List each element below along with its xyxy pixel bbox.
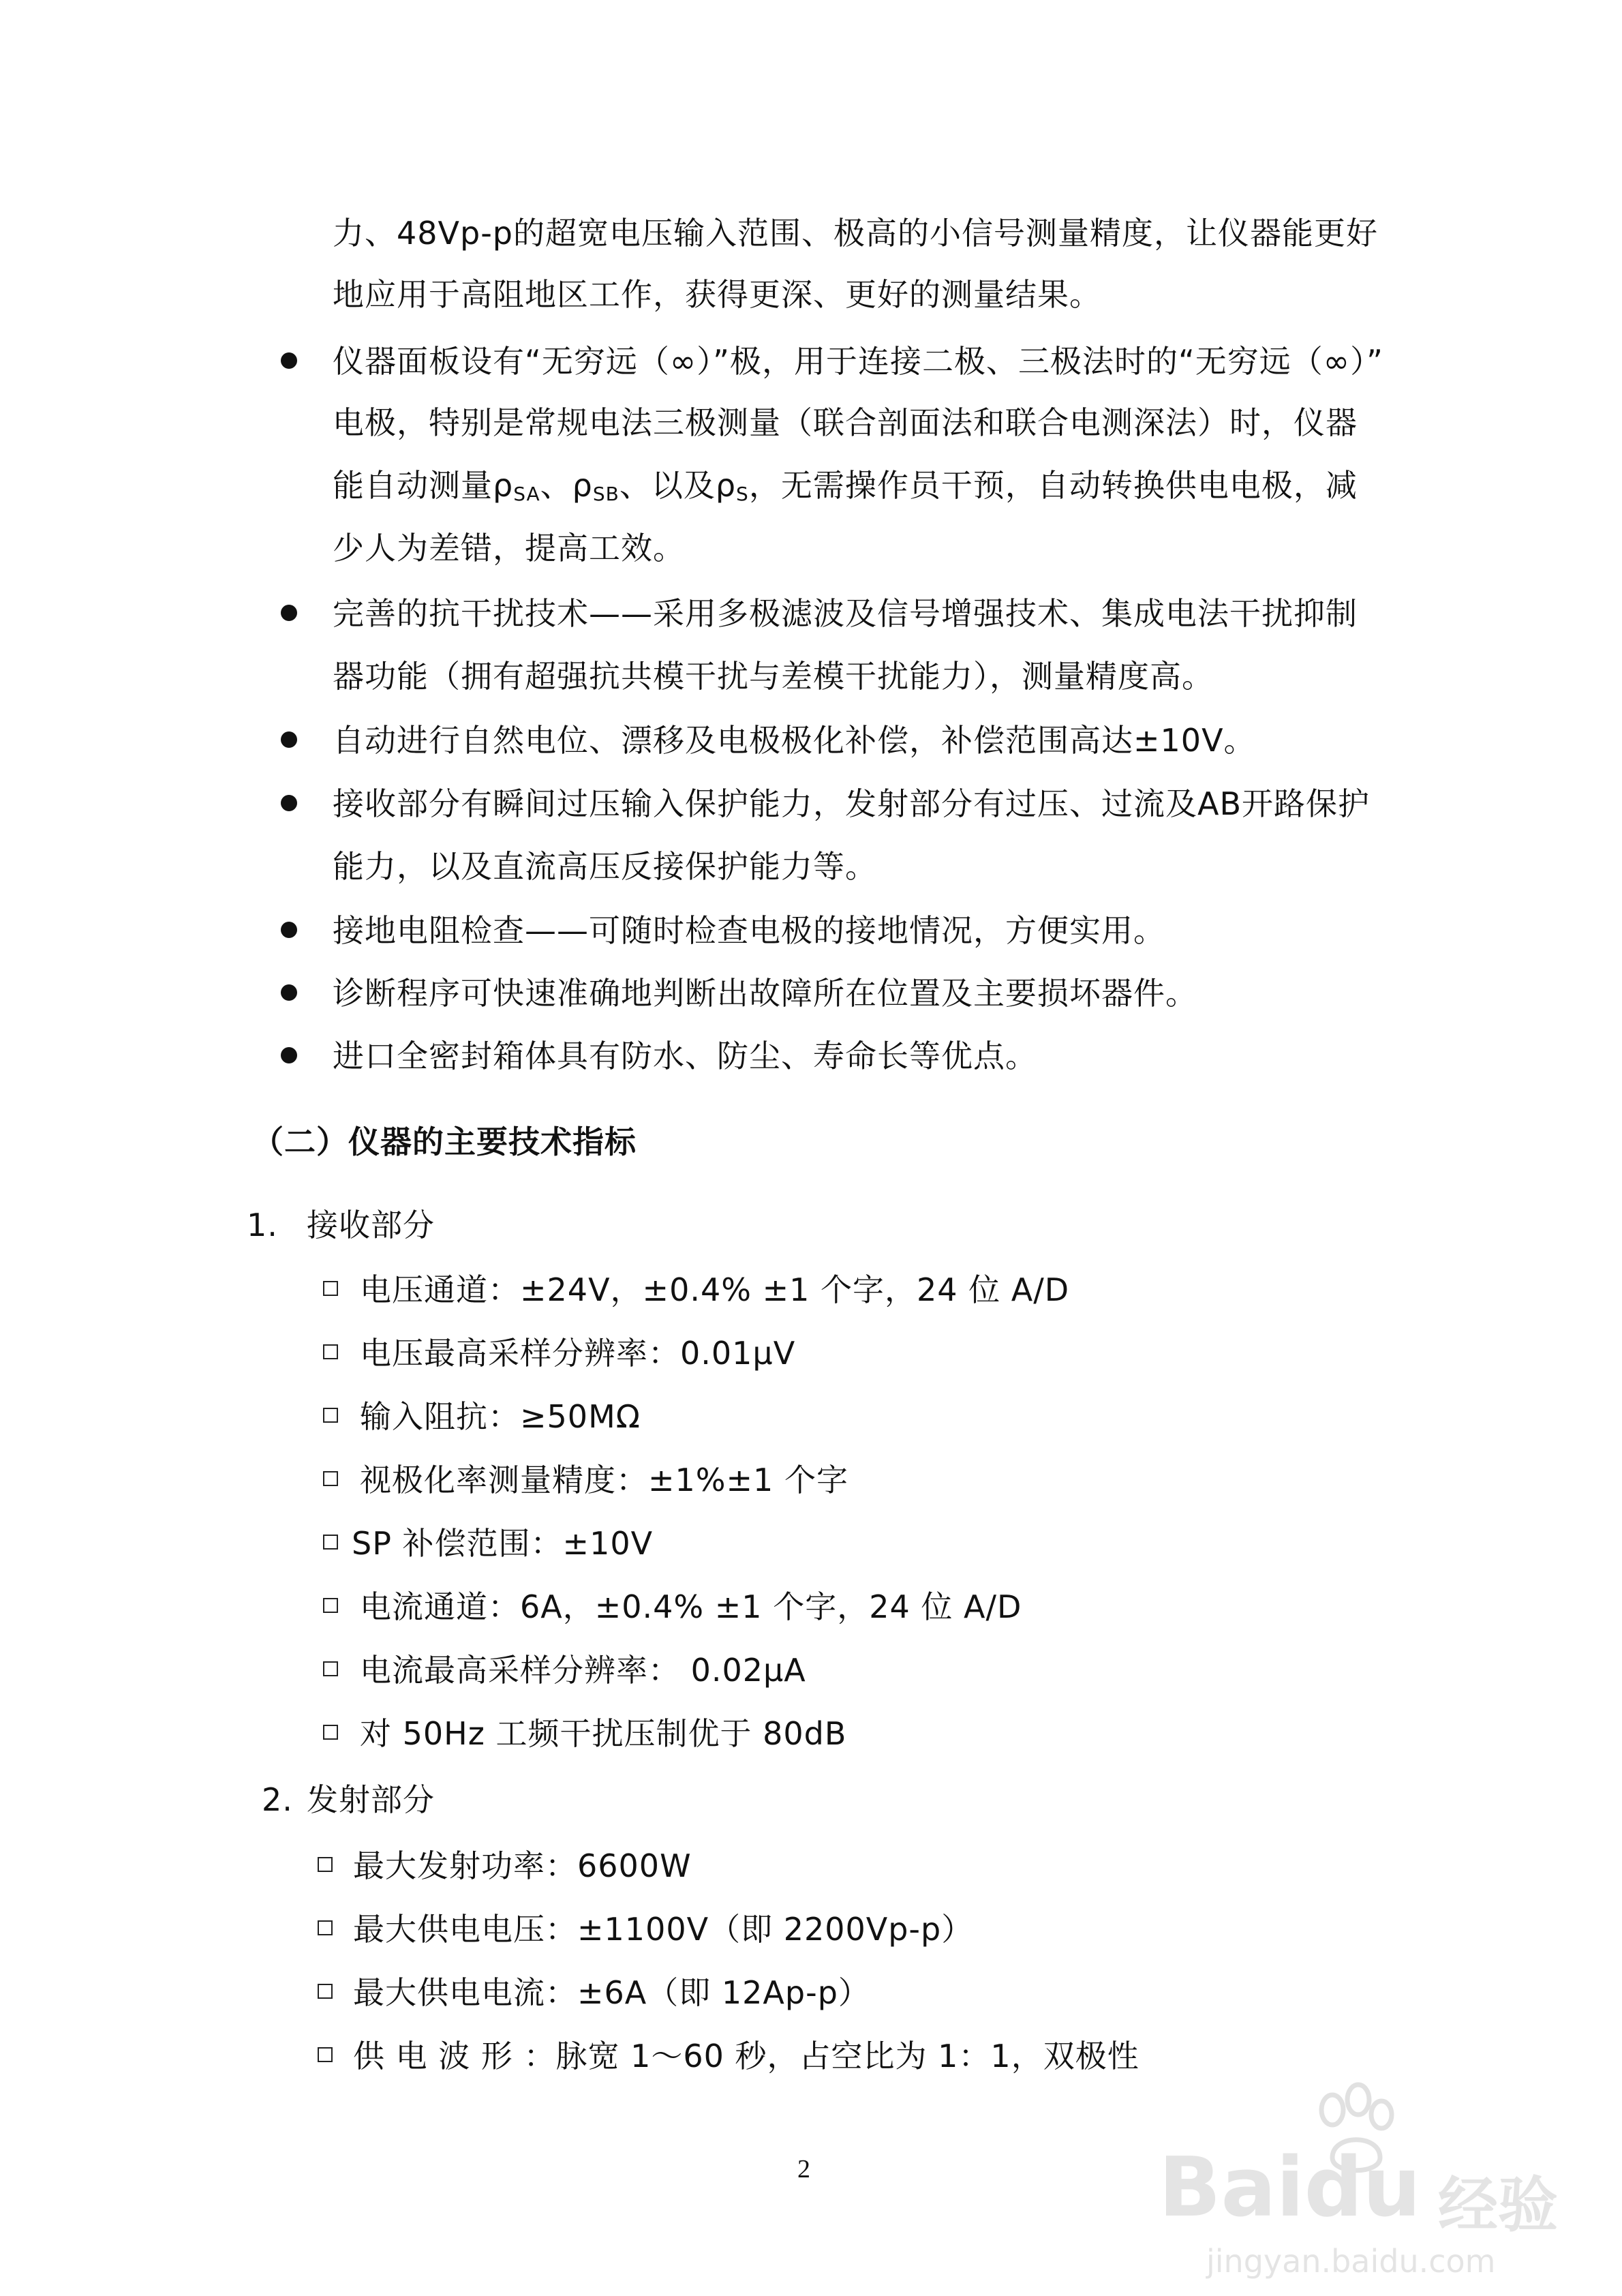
- spec-item: 最大供电电压：±1100V（即 2200Vp-p）: [353, 1911, 974, 1948]
- bullet-icon: [281, 731, 297, 748]
- bullet-icon: [281, 352, 297, 369]
- bullet-text: 进口全密封箱体具有防水、防尘、寿命长等优点。: [333, 1038, 1037, 1074]
- bullet-text: 电极，特别是常规电法三极测量（联合剖面法和联合电测深法）时，仪器: [333, 404, 1358, 441]
- bullet-text: 完善的抗干扰技术——采用多极滤波及信号增强技术、集成电法干扰抑制: [333, 595, 1358, 632]
- checkbox-square-icon: [318, 1857, 333, 1872]
- watermark-brand: Baidu: [1159, 2141, 1421, 2235]
- checkbox-square-icon: [323, 1408, 338, 1423]
- checkbox-square-icon: [323, 1535, 338, 1550]
- checkbox-square-icon: [318, 1984, 333, 1999]
- spec-item: 输入阻抗：≥50MΩ: [360, 1398, 641, 1435]
- rho-subscript-s: S: [736, 483, 749, 505]
- checkbox-square-icon: [323, 1344, 338, 1359]
- text-line: 地应用于高阻地区工作，获得更深、更好的测量结果。: [333, 276, 1101, 313]
- spec-item: 电压通道：±24V，±0.4% ±1 个字，24 位 A/D: [360, 1271, 1070, 1308]
- bullet-icon: [281, 922, 297, 938]
- list-number: 1.: [247, 1207, 278, 1243]
- bullet-text: 少人为差错，提高工效。: [333, 530, 685, 567]
- bullet-text: 自动进行自然电位、漂移及电极极化补偿，补偿范围高达±10V。: [333, 722, 1256, 759]
- bullet-icon: [281, 984, 297, 1001]
- rho-subscript-sb: SB: [592, 483, 619, 505]
- checkbox-square-icon: [323, 1471, 338, 1486]
- bullet-text: 接收部分有瞬间过压输入保护能力，发射部分有过压、过流及AB开路保护: [333, 785, 1371, 822]
- rho-text-sep: 、以及ρ: [619, 467, 737, 504]
- spec-item: 最大发射功率：6600W: [353, 1847, 692, 1884]
- spec-item: 电压最高采样分辨率：0.01μV: [360, 1335, 796, 1372]
- rho-text-pre: 能自动测量ρ: [333, 467, 514, 504]
- bullet-text: 诊断程序可快速准确地判断出故障所在位置及主要损坏器件。: [333, 975, 1197, 1012]
- checkbox-square-icon: [323, 1725, 338, 1740]
- spec-item: 供 电 波 形 ：脉宽 1～60 秒，占空比为 1：1，双极性: [353, 2038, 1139, 2074]
- rho-text-sep: 、ρ: [540, 467, 593, 504]
- watermark-suffix: 经验: [1438, 2170, 1559, 2240]
- spec-item: 电流最高采样分辨率： 0.02μA: [360, 1652, 806, 1689]
- spec-item: 视极化率测量精度：±1%±1 个字: [360, 1462, 848, 1498]
- bullet-text-rho: [333, 465, 1358, 506]
- checkbox-square-icon: [323, 1661, 338, 1676]
- spec-item: 电流通道：6A，±0.4% ±1 个字，24 位 A/D: [360, 1588, 1022, 1625]
- spec-item: 最大供电电流：±6A（即 12Ap-p）: [353, 1974, 870, 2011]
- watermark-url: jingyan.baidu.com: [1206, 2243, 1496, 2280]
- baidu-watermark: [1145, 2079, 1595, 2284]
- section-heading: （二）仪器的主要技术指标: [252, 1123, 637, 1160]
- checkbox-square-icon: [318, 1920, 333, 1935]
- text-line: 力、48Vp-p的超宽电压输入范围、极高的小信号测量精度，让仪器能更好: [333, 215, 1378, 252]
- bullet-icon: [281, 1047, 297, 1063]
- checkbox-square-icon: [323, 1281, 338, 1296]
- list-number: 2.: [262, 1781, 293, 1818]
- rho-subscript-sa: SA: [513, 483, 540, 505]
- bullet-text: 接地电阻检查——可随时检查电极的接地情况，方便实用。: [333, 912, 1165, 949]
- checkbox-square-icon: [323, 1598, 338, 1613]
- spec-item: 对 50Hz 工频干扰压制优于 80dB: [360, 1715, 847, 1752]
- bullet-icon: [281, 605, 297, 621]
- page-number: 2: [797, 2155, 810, 2184]
- bullet-icon: [281, 795, 297, 811]
- subsection-title: 发射部分: [307, 1781, 435, 1818]
- bullet-text: 仪器面板设有“无穷远（∞）”极，用于连接二极、三极法时的“无穷远（∞）”: [333, 343, 1383, 380]
- checkbox-square-icon: [318, 2047, 333, 2062]
- subsection-title: 接收部分: [307, 1207, 435, 1243]
- bullet-text: 器功能（拥有超强抗共模干扰与差模干扰能力），测量精度高。: [333, 658, 1214, 695]
- rho-text-post: ，无需操作员干预，自动转换供电电极，减: [748, 467, 1358, 504]
- bullet-text: 能力，以及直流高压反接保护能力等。: [333, 848, 877, 885]
- spec-item: SP 补偿范围：±10V: [352, 1525, 654, 1562]
